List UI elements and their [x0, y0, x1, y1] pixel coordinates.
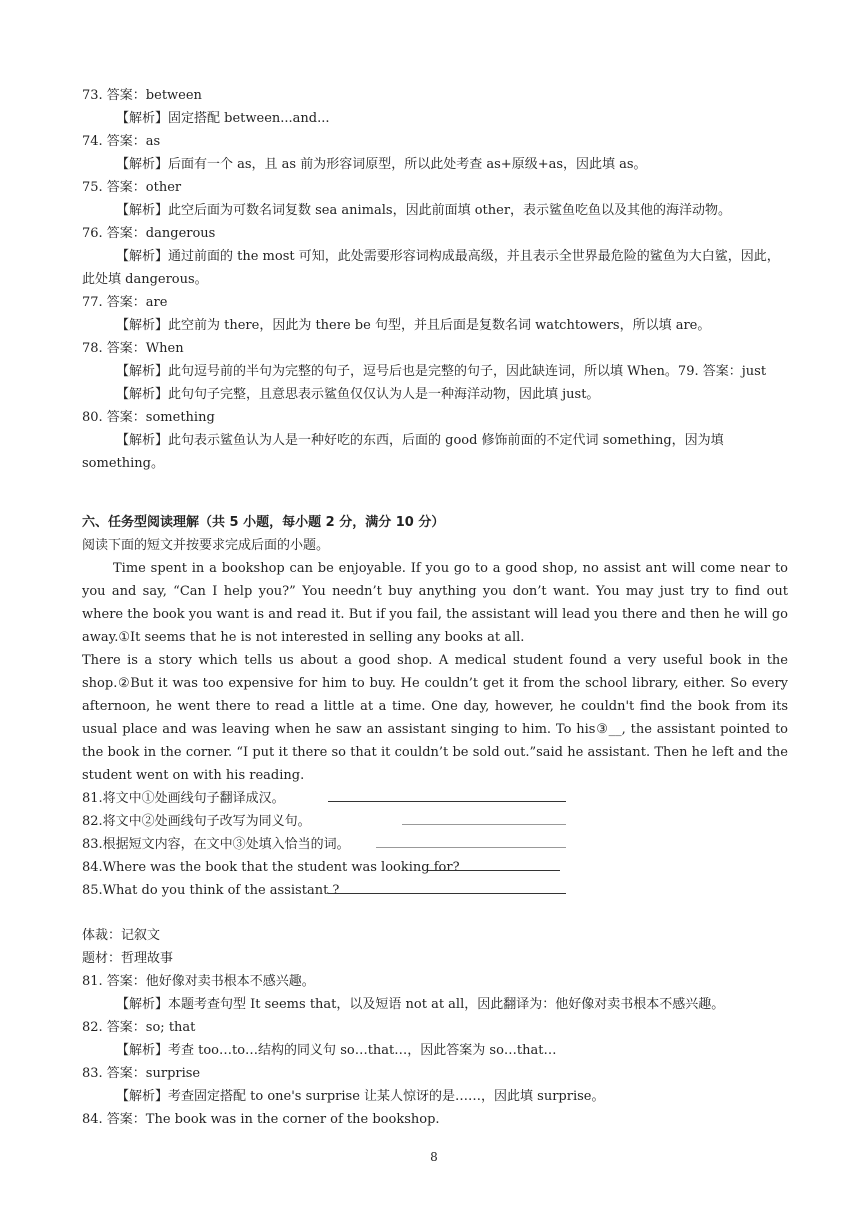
answer-blank-83[interactable]	[376, 833, 566, 848]
question-85-text: 85.What do you think of the assistant ?	[82, 883, 340, 898]
explanation-77: 【解析】此空前为 there，因此为 there be 句型，并且后面是复数名词 watchtowers，所以填 are。	[116, 318, 711, 333]
explanation-78: 【解析】此句逗号前的半句为完整的句子，逗号后也是完整的句子，因此缺连词，所以填 When。79. 答案：just	[116, 364, 767, 379]
question-81	[82, 787, 788, 810]
answer-blank-81[interactable]	[328, 787, 566, 802]
answer-blank-82[interactable]	[402, 810, 566, 825]
explanation-73: 【解析】固定搭配 between...and...	[116, 111, 330, 126]
question-84-text: 84.Where was the book that the student was looking for?	[82, 860, 460, 875]
answer-82: 82. 答案：so; that	[82, 1020, 196, 1035]
answer-78: 78. 答案：When	[82, 341, 184, 356]
question-83	[82, 833, 788, 856]
answer-81: 81. 答案：他好像对卖书根本不感兴趣。	[82, 974, 315, 989]
section-heading: 六、任务型阅读理解（共 5 小题，每小题 2 分，满分 10 分）	[82, 515, 445, 530]
spacer	[82, 902, 788, 924]
explanation-83: 【解析】考查固定搭配 to one's surprise 让某人惊讶的是……，因此填 surprise。	[116, 1089, 605, 1104]
explanation-75: 【解析】此空后面为可数名词复数 sea animals，因此前面填 other，表示鲨鱼吃鱼以及其他的海洋动物。	[116, 203, 732, 218]
explanation-79: 【解析】此句句子完整，且意思表示鲨鱼仅仅认为人是一种海洋动物，因此填 just。	[116, 387, 600, 402]
document-page	[82, 84, 788, 1131]
question-82-text: 82.将文中②处画线句子改写为同义句。	[82, 814, 311, 829]
answer-75: 75. 答案：other	[82, 180, 182, 195]
explanation-80: 【解析】此句表示鲨鱼认为人是一种好吃的东西，后面的 good 修饰前面的不定代词 something，因为填 something。	[82, 433, 724, 471]
answer-84: 84. 答案：The book was in the corner of the bookshop.	[82, 1112, 440, 1127]
question-82	[82, 810, 788, 833]
page-number: 8	[430, 1150, 438, 1164]
section-instruction: 阅读下面的短文并按要求完成后面的小题。	[82, 538, 330, 553]
question-83-text: 83.根据短文内容，在文中③处填入恰当的词。	[82, 837, 350, 852]
passage-paragraph-1: Time spent in a bookshop can be enjoyable. If you go to a good shop, no assist ant will come near to you and say, “Can I help you?” You needn’t buy anything you don’t want. You may just try to find out where the book you want is and read it. But if you fail, the assistant will lead you there and then he will go away.①It seems that he is not interested in selling any books at all.	[82, 561, 788, 645]
answer-76: 76. 答案：dangerous	[82, 226, 216, 241]
answer-73: 73. 答案：between	[82, 88, 202, 103]
question-85	[82, 879, 788, 902]
spacer	[82, 475, 788, 511]
question-84	[82, 856, 788, 879]
answer-83: 83. 答案：surprise	[82, 1066, 201, 1081]
topic: 题材：哲理故事	[82, 951, 174, 966]
explanation-82: 【解析】考查 too…to…结构的同义句 so…that…，因此答案为 so…that…	[116, 1043, 557, 1058]
answer-74: 74. 答案：as	[82, 134, 161, 149]
answer-blank-84[interactable]	[428, 856, 560, 871]
explanation-74: 【解析】后面有一个 as，且 as 前为形容词原型，所以此处考查 as+原级+as，因此填 as。	[116, 157, 647, 172]
explanation-81: 【解析】本题考查句型 It seems that，以及短语 not at all，因此翻译为：他好像对卖书根本不感兴趣。	[116, 997, 725, 1012]
answer-80: 80. 答案：something	[82, 410, 215, 425]
genre: 体裁：记叙文	[82, 928, 161, 943]
passage-paragraph-2: There is a story which tells us about a good shop. A medical student found a very useful book in the shop.②But it was too expensive for him to buy. He couldn’t get it from the school library, either. So every afternoon, he went there to read a little at a time. One day, however, he couldn't find the book from its usual place and was leaving when he saw an assistant singing to him. To his③__, the assistant pointed to the book in the corner. “I put it there so that it couldn’t be sold out.”said he assistant. Then he left and the student went on with his reading.	[82, 653, 788, 783]
question-81-text: 81.将文中①处画线句子翻译成汉。	[82, 791, 285, 806]
explanation-76: 【解析】通过前面的 the most 可知，此处需要形容词构成最高级，并且表示全世界最危险的鲨鱼为大白鲨，因此，此处填 dangerous。	[82, 249, 780, 287]
answer-blank-85[interactable]	[328, 879, 566, 894]
answer-77: 77. 答案：are	[82, 295, 168, 310]
